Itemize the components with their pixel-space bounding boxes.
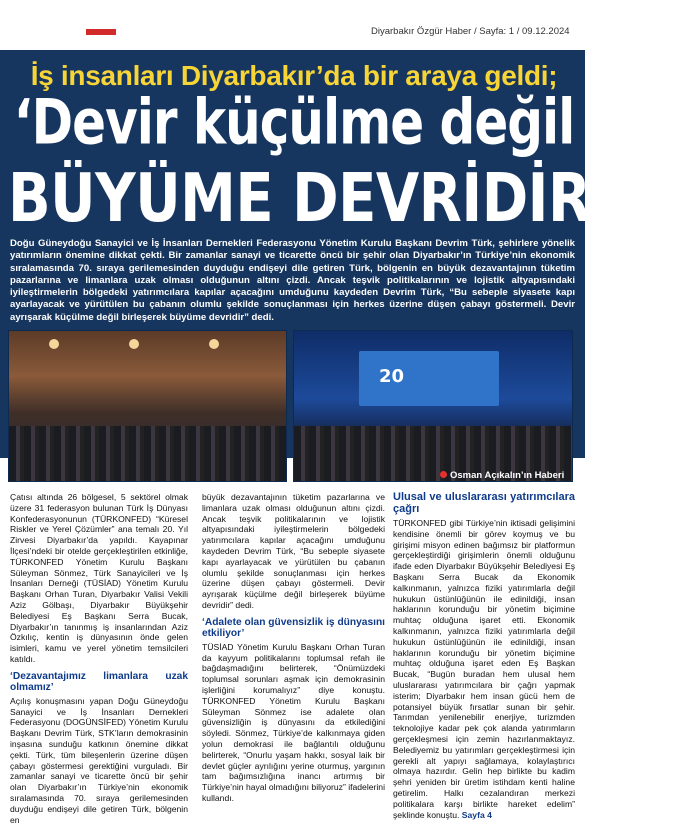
column-1-body: Açılış konuşmasını yapan Doğu Güneydoğu Sanayici ve İş İnsanları Dernekleri Federasyonu (DOGÜNSİFED) Yönetim Kurulu Başkanı Devrim Türk, STK’ların demokrasinin inşasına sunduğu katkının önemine dikkat çekti. Türk, tüm bileşenlerin üzerine düşen çabayı göstermesi gerektiğini vurguladı. Bir zamanlar sanayi ve ticarette öncü bir şehir olan Diyarbakır’ın Türkiye’nin ekonomik sıralamasında 70. sıraya gerilemesinden duyduğu endişeyi dile getiren Türk, bölgenin en xyxy=(10,695,188,825)
bullet-icon xyxy=(440,471,447,478)
headline-kicker: İş insanları Diyarbakır’da bir araya geldi; xyxy=(30,60,558,91)
article-column-1 xyxy=(10,492,188,825)
column-3-body-text: TÜRKONFED gibi Türkiye’nin iktisadi gelişimini kendisine önemli bir görev koymuş ve bu girişimi misyon edinen bağımsız bir platformun gerçekleştirdiği girişimlerin önemli olduğunu ifade eden Diyarbakır Büyükşehir Belediyesi Eş Başkanı Serra Bucak da Ekonomik kalkınmanın, yalnızca fiziki yatırımlarla değil hukukun üstünlüğünün ile edinildiği, insan haklarının korunduğu bir yönetim biçimine muhtaç olduğuna işaret etti. Ekonomik kalkınmanın, yalnızca fiziki yatırımlarla değil hukukun üstünlüğünün ile edinildiği, insan haklarının korunduğu bir yönetim biçimine muhtaç olduğuna işaret eden Eş Başkan Bucak, “Bugün buradan hem ulusal hem uluslararası yatırımcılara bir çağrı yapmak isterim; Diyarbakır hem insan gücü hem de potansiyel büyük fırsatlar sunan bir şehir. Tarımdan yenilenebilir enerjiye, turizmden teknolojiye kadar pek çok alanda yatırımların gerçekleşmesi için zemin hazırlanmaktayız. Belediyemiz bu yatırımları gerçekleştirmesi için gerekli alt yapıyı sağlamaya, kolaylaştırıcı olmaya hazırdır. Gelin hep birlikte bu kadim şehri yeniden bir üretim istihdam kenti haline getirelim. Halkı cezalandıran merkezi politikalara karşı birlikte hareket edelim” şeklinde konuştu. xyxy=(393,518,575,820)
headline-main-2: BÜYÜME DEVRİDİR..!’ xyxy=(8,160,679,238)
photo-credit-text: Osman Açıkalın’ın Haberi xyxy=(450,470,565,481)
ceiling-light xyxy=(49,339,59,349)
photo-credit xyxy=(440,470,564,481)
column-3-subhead: Ulusal ve uluslararası yatırımcılara çağrı xyxy=(393,491,575,515)
photo-audience xyxy=(8,330,287,482)
column-1-subhead: ‘Dezavantajımız limanlara uzak olmamız’ xyxy=(10,670,188,693)
audience-crowd xyxy=(9,426,286,481)
photo-stage-group xyxy=(293,330,573,482)
column-3-body xyxy=(393,518,575,820)
column-2-intro: büyük dezavantajının tüketim pazarlarına ve limanlara uzak olması olduğunun altını çizdi. Ancak teşvik politikalarının ve lojistik altyapısındaki iyileştirmelerin bölgedeki yatırımcılara kapılar açacağını umduğunu kaydeden Devrim Türk, “Bu sebeple siyasete kapı ayarlayacak ve yürütülen bu çabanın olumlu şekilde sonuçlanması için herkes üzerine düşen çabayı göstermeli. Devir ayrışarak küçülme değil birleşerek büyüme devridir” dedi. xyxy=(202,492,385,610)
ceiling-light xyxy=(209,339,219,349)
lead-paragraph: Doğu Güneydoğu Sanayici ve İş İnsanları Dernekleri Federasyonu Yönetim Kurulu Başkanı Devrim Türk, şehirlere yönelik yatırımların önemine dikkat çekti. Bir zamanlar sanayi ve ticarette öncü bir şehir olan Diyarbakır’ın Türkiye’nin ekonomik sıralamasında 70. sıraya gerilemesinden duyduğu endişeyi dile getiren Türk, bölgenin en büyük dezavantajının tüketim pazarlarına ve limanlara uzak olması olduğunun altını çizdi. Ancak teşvik politikalarının ve lojistik altyapısındaki iyileştirmelerin bölgedeki yatırımcılara kapılar açacağını umduğunu kaydeden Devrim Türk, “Bu sebeple siyasete kapı ayarlayacak ve yürütülen bu çabanın olumlu şekilde sonuçlanması için herkes üzerine düşen çabayı göstermeli. Devir ayrışarak küçülme değil birleşerek büyüme devridir” dedi. xyxy=(10,238,575,323)
article-column-3 xyxy=(393,492,575,820)
page-header xyxy=(0,0,585,50)
ceiling-light xyxy=(129,339,139,349)
column-2-body: TÜSİAD Yönetim Kurulu Başkanı Orhan Turan da kayyum politikalarını toplumsal refah ile bağdaşmadığını belirterek, “Önümüzdeki toplumsal sorunları aşmak için demokrasinin işlerliğini korumalıyız” diye konuştu. TÜRKONFED Yönetim Kurulu Başkanı Süleyman Sönmez ise adalete olan güvensizliğin iş dünyasını da etkilediğini söyledi. Sönmez, Türkiye’de kalkınmaya giden yolun demokrasi ile bağlantılı olduğunu belirterek, “Onurlu yaşam hakkı, sosyal laik bir devlet güçler ayrılığını yerine oturmuş, yargının tam bağımsızlığına inancı artırmış bir Türkiye’nin hayal olmadığını biliyoruz” ifadelerini kullandı. xyxy=(202,641,385,803)
column-2-subhead: ‘Adalete olan güvensizlik iş dünyasını etkiliyor’ xyxy=(202,616,385,639)
stage-screen-text: 20 xyxy=(379,366,405,387)
newspaper-logo xyxy=(86,29,116,35)
headline-main: ‘Devir küçülme değil xyxy=(13,86,575,159)
page-info: Diyarbakır Özgür Haber / Sayfa: 1 / 09.12.2024 xyxy=(371,26,570,37)
article-column-2 xyxy=(202,492,385,804)
column-1-intro: Çatısı altında 26 bölgesel, 5 sektörel olmak üzere 31 federasyon bulunan Türk İş Dünyası Konfederasyonunun (TÜRKONFED) “Küresel Riskler ve Yerel Çözümler” ana temalı 20. Yıl Zirvesi Diyarbakır’da yapıldı. Kayapınar İlçesi’ndeki bir otelde gerçekleştirilen etkinliğe, TÜRKONFED Yönetim Kurulu Başkanı Süleyman Sönmez, Türk Sanayicileri ve İş İnsanları Derneği (TÜSİAD) Yönetim Kurulu Başkanı Orhan Turan, Diyarbakır Valisi Vekili Aziz Gölbaşı, Diyarbakır Büyükşehir Belediyesi Eş Başkanı Serra Bucak, Diyarbakır’ın tanınmış iş insanlarından Aziz Özkılıç, kentin iş dünyasının önde gelen isimleri, kamu ve yerel yönetim temsilcileri katıldı. xyxy=(10,492,188,664)
continued-page-link[interactable]: Sayfa 4 xyxy=(461,809,492,820)
